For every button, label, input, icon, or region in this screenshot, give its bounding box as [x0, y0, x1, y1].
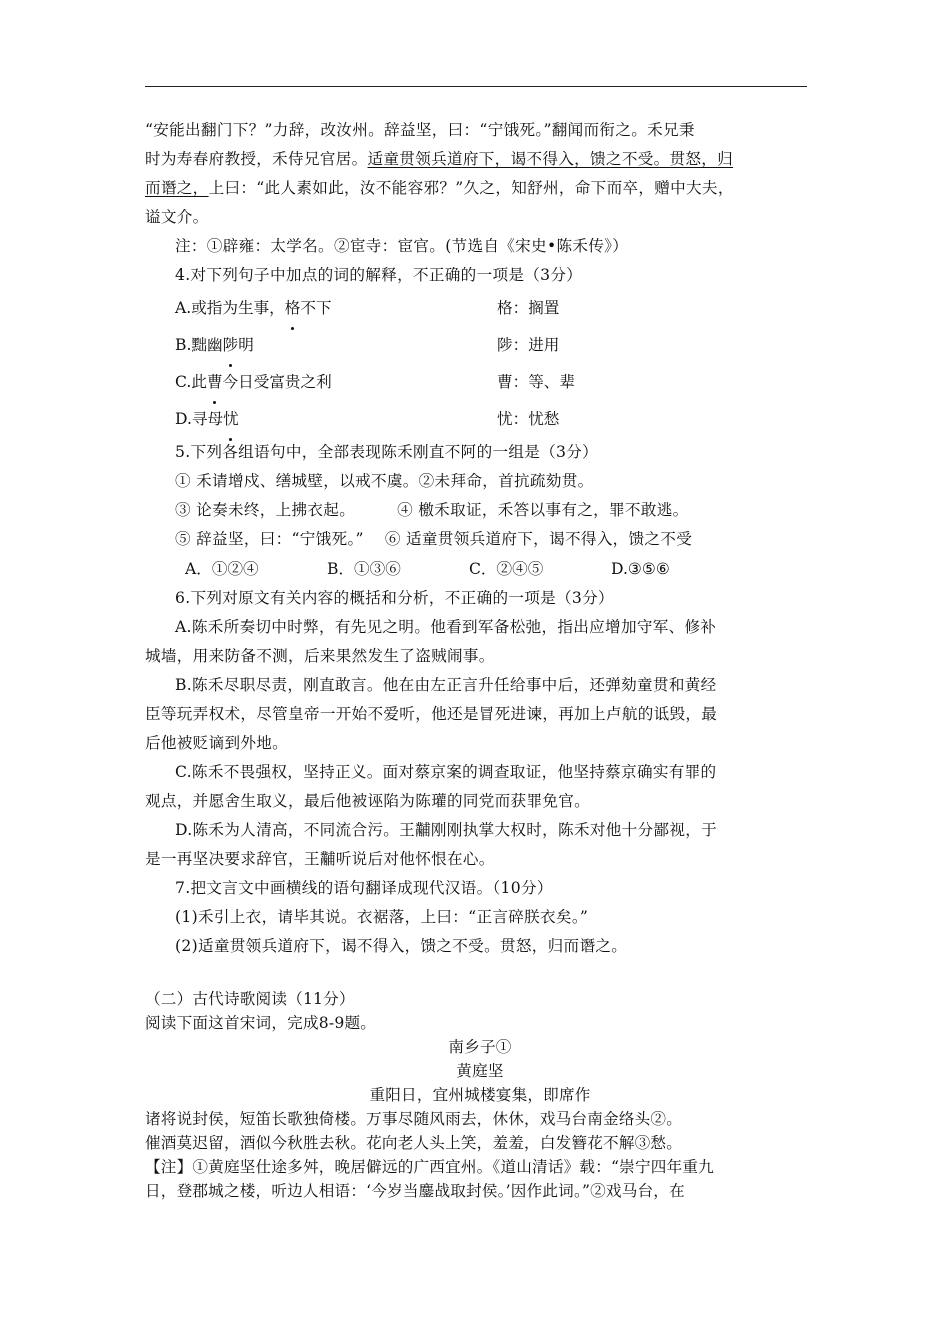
dotted-word: 忧 [223, 401, 239, 438]
dotted-word: 格 [285, 290, 301, 327]
poem-author: 黄庭坚 [456, 1062, 504, 1080]
question-6-stem: 6.下列对原文有关内容的概括和分析，不正确的一项是（3分） [175, 589, 614, 607]
underlined-sentence: 适童贯领兵道府下，谒不得入，馈之不受。贯怒，归 [367, 150, 734, 168]
q4-option-b [145, 327, 815, 364]
poem-title: 南乡子① [448, 1038, 512, 1056]
underlined-sentence: 而谮之， [145, 179, 209, 197]
q7-sentence-2: (2)适童贯领兵道府下，谒不得入，馈之不受。贯怒，归而谮之。 [175, 937, 628, 955]
poem-note: 【注】①黄庭坚仕途多舛，晚居僻远的广西宜州。《道山清话》载：“崇宁四年重九 [145, 1158, 714, 1176]
q6-option-a: A.陈禾所奏切中时弊，有先见之明。他看到军备松弛，指出应增加守军、修补 [175, 618, 717, 636]
q4-option-a [145, 290, 815, 327]
passage-line: “安能出翻门下？”力辞，改汝州。辞益坚，曰：“宁饿死。”翻闻而衔之。禾兄秉 [145, 121, 695, 139]
q6-option-b: B.陈禾尽职尽责，刚直敢言。他在由左正言升任给事中后，还弹劾童贯和黄经 [175, 676, 717, 694]
passage-note: 注：①辟雍：太学名。②宦寺：宦官。(节选自《宋史•陈禾传》） [175, 237, 629, 255]
passage-line [145, 174, 815, 203]
poem-note: 日，登郡城之楼，听边人相语：‘今岁当鏖战取封侯。’因作此词。”②戏马台，在 [145, 1182, 685, 1200]
question-5-stem: 5.下列各组语句中，全部表现陈禾刚直不阿的一组是（3分） [175, 443, 599, 461]
passage-text: 时为寿春府教授，禾侍兄官居。 [145, 150, 368, 168]
poetry-intro: 阅读下面这首宋词，完成8-9题。 [145, 1014, 377, 1032]
q5-choice-c: C．②④⑤ [469, 560, 544, 578]
option-explanation: 忧：忧愁 [497, 410, 560, 428]
q6-option-d: D.陈禾为人清高，不同流合污。王黼刚刚执掌大权时，陈禾对他十分鄙视，于 [175, 821, 717, 839]
option-explanation: 陟：进用 [497, 336, 560, 354]
q6-option-d-cont: 是一再坚决要求辞官，王黼听说后对他怀恨在心。 [145, 850, 495, 868]
poem-line: 诸将说封侯，短笛长歌独倚楼。万事尽随风雨去，休休，戏马台南金络头②。 [145, 1110, 682, 1128]
q6-option-c-cont: 观点，并愿舍生取义，最后他被诬陷为陈瓘的同党而获罪免官。 [145, 792, 591, 810]
q6-option-b-cont: 臣等玩弄权术，尽管皇帝一开始不爱听，他还是冒死进谏，再加上卢航的诋毁，最 [145, 705, 718, 723]
option-text: 今日受富贵之利 [222, 373, 332, 391]
q7-sentence-1: (1)禾引上衣，请毕其说。衣裾落，上曰：“正言碎朕衣矣。” [175, 908, 589, 926]
section-heading: （二）古代诗歌阅读（11分） [145, 990, 355, 1008]
q4-option-c [145, 364, 815, 401]
q5-choices [145, 554, 815, 584]
q5-choice-b: B．①③⑥ [327, 560, 401, 578]
poem-preface: 重阳日，宜州城楼宴集，即席作 [369, 1086, 591, 1104]
passage-line: 谥文介。 [145, 208, 209, 226]
header-rule [145, 86, 807, 87]
q6-option-c: C.陈禾不畏强权，坚持正义。面对蔡京案的调查取证，他坚持蔡京确实有罪的 [175, 763, 717, 781]
poem-line: 催酒莫迟留，酒似今秋胜去秋。花向老人头上笑，羞羞，白发簪花不解③愁。 [145, 1134, 682, 1152]
q5-statement-row: ⑤ 辞益坚，曰：“宁饿死。” ⑥ 适童贯领兵道府下，谒不得入，馈之不受 [175, 530, 693, 548]
q6-option-b-cont: 后他被贬谪到外地。 [145, 734, 289, 752]
question-7-stem: 7.把文言文中画横线的语句翻译成现代汉语。（10分） [175, 879, 553, 897]
q5-choice-a: A．①②④ [185, 560, 259, 578]
q6-option-a-cont: 城墙，用来防备不测，后来果然发生了盗贼闹事。 [145, 647, 495, 665]
option-text: A.或指为生事， [175, 299, 285, 317]
q4-option-d [145, 401, 815, 438]
option-explanation: 格：搁置 [497, 299, 560, 317]
passage-section [145, 116, 815, 961]
dotted-word: 曹 [207, 364, 223, 401]
passage-line [145, 145, 815, 174]
passage-text: 上曰：“此人素如此，汝不能容邪？”久之，知舒州，命下而卒，赠中大夫， [208, 179, 734, 197]
option-text: B.黜幽 [175, 336, 223, 354]
poetry-section [145, 987, 815, 1203]
q5-statement-row: ① 禾请增戍、缮城壁，以戒不虞。②未拜命，首抗疏劾贯。 [175, 472, 594, 490]
option-text: 不下 [300, 299, 332, 317]
dotted-word: 陟 [223, 327, 239, 364]
q5-statement-row: ③ 论奏未终，上拂衣起。 ④ 檄禾取证，禾答以事有之，罪不敢逃。 [175, 501, 689, 519]
q5-choice-d: D.③⑤⑥ [611, 560, 670, 578]
question-4-stem: 4.对下列句子中加点的词的解释，不正确的一项是（3分） [175, 266, 583, 284]
option-text: C.此 [175, 373, 207, 391]
option-explanation: 曹：等、辈 [497, 373, 575, 391]
option-text: D.寻母 [175, 410, 224, 428]
option-text: 明 [238, 336, 254, 354]
